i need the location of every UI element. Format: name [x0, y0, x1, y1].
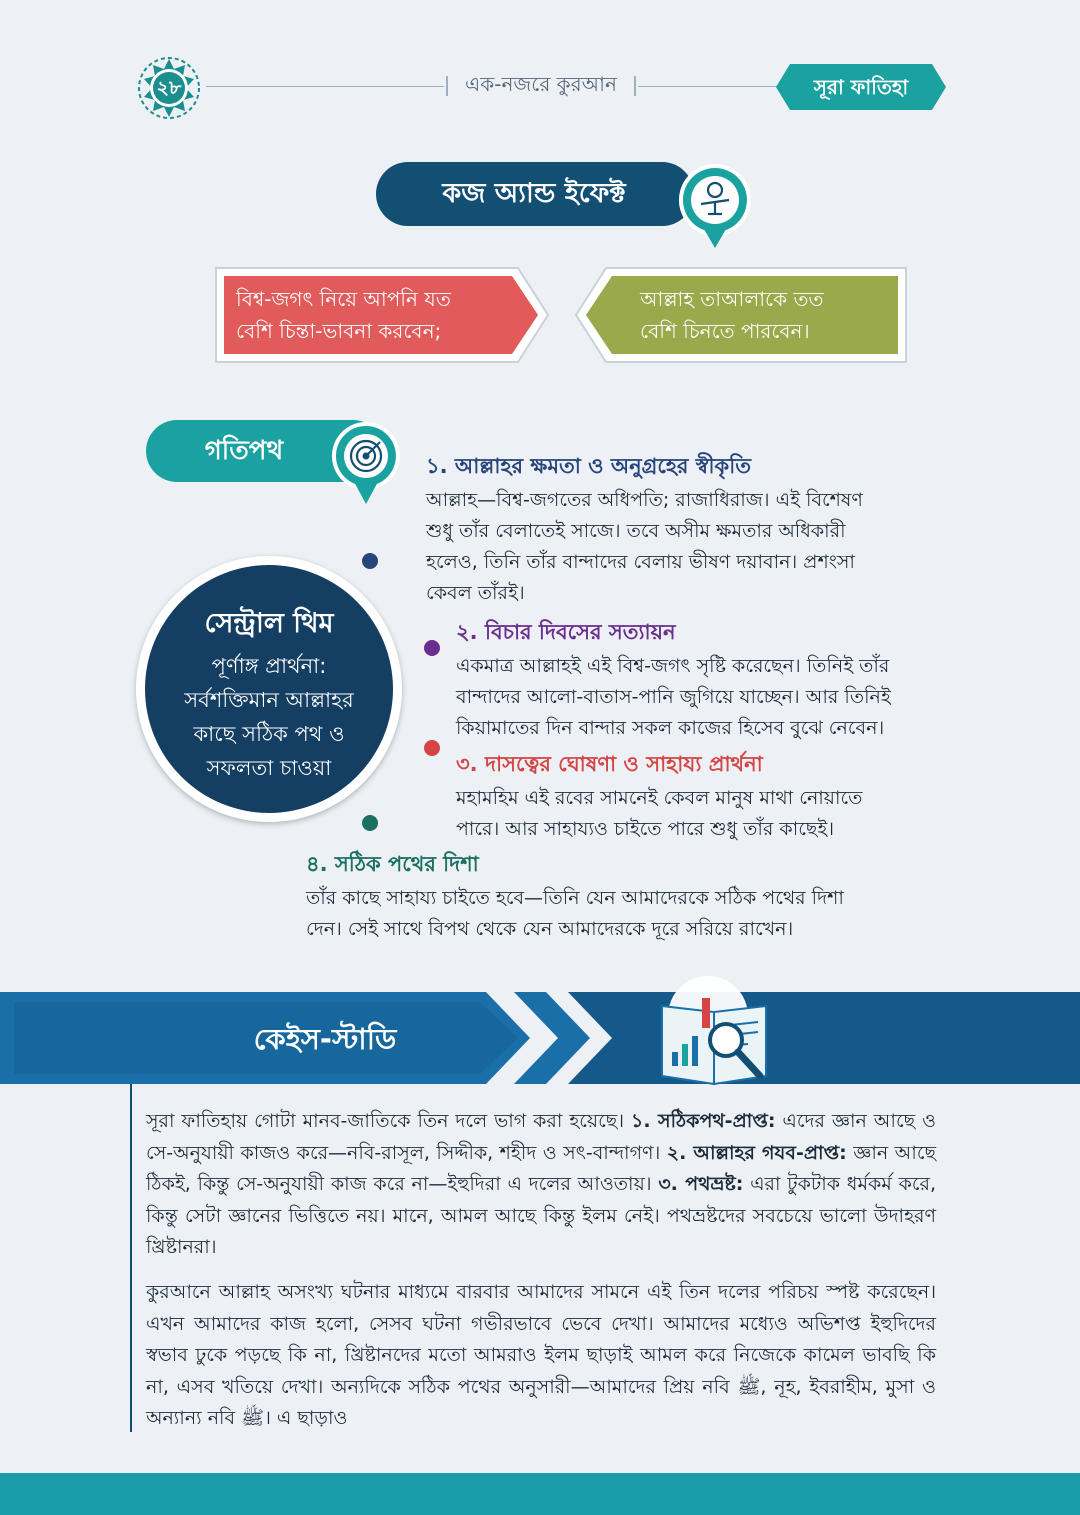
point-3-body: [456, 783, 952, 845]
point-1-line: হলেও, তিনি তাঁর বান্দাদের বেলায় ভীষণ দয়াবান। প্রশংসা: [426, 551, 855, 573]
target-icon: [326, 418, 406, 508]
case-study-rule: [130, 1084, 132, 1432]
cause-effect-title: কজ অ্যান্ড ইফেক্ট: [442, 178, 626, 209]
header-rule-right: [638, 86, 778, 87]
para-bold: ৩. পথভ্রষ্ট:: [658, 1173, 744, 1195]
footer-band: [0, 1473, 1080, 1515]
para-text: এরা টুকটাক ধর্মকর্ম করে, কিন্তু সেটা জ্ঞানের ভিত্তিতে নয়। মানে, আমল আছে কিন্তু ইলম নেই। পথভ্রষ্টদের সবচেয়ে ভালো উদাহরণ খ্রিষ্টানরা।: [146, 1173, 936, 1258]
cause-line: বিশ্ব-জগৎ নিয়ে আপনি যত: [236, 287, 451, 311]
central-theme-line: কাছে সঠিক পথ ও: [193, 722, 345, 746]
case-study-title: কেইস-স্টাডি: [253, 1022, 397, 1056]
point-3-heading: ৩. দাসত্বের ঘোষণা ও সাহায্য প্রার্থনা: [456, 752, 763, 776]
point-2-body: [456, 651, 952, 744]
point-3-dot: [424, 740, 440, 756]
para-text: জ্ঞান আছে ঠিকই, কিন্তু সে-অনুযায়ী কাজ করে না—ইহুদিরা এ দলের আওতায়।: [146, 1141, 936, 1195]
point-1-heading: ১. আল্লাহর ক্ষমতা ও অনুগ্রহের স্বীকৃতি: [426, 454, 751, 478]
point-1-line: কেবল তাঁরই।: [426, 582, 525, 604]
para-text: এদের জ্ঞান আছে ও সে-অনুযায়ী কাজও করে—নবি-রাসূল, সিদ্দীক, শহীদ ও সৎ-বান্দাগণ।: [146, 1110, 937, 1164]
page-number: ২৮: [156, 77, 182, 99]
central-theme-circle: [145, 565, 393, 813]
point-4-heading: ৪. সঠিক পথের দিশা: [306, 852, 479, 876]
point-4-line: দেন। সেই সাথে বিপথ থেকে যেন আমাদেরকে দূরে সরিয়ে রাখেন।: [306, 918, 794, 940]
book-research-icon: [656, 972, 774, 1092]
header-rule-left: [206, 86, 444, 87]
central-theme-line: পূর্ণাঙ্গ প্রার্থনা:: [211, 654, 327, 678]
book-title: এক-নজরে কুরআন: [465, 72, 617, 96]
point-1: [426, 450, 946, 609]
point-1-line: আল্লাহ—বিশ্ব-জগতের অধিপতি; রাজাধিরাজ। এই বিশেষণ: [426, 489, 863, 511]
point-2-line: কিয়ামাতের দিন বান্দার সকল কাজের হিসেব বুঝে নেবেন।: [456, 717, 885, 739]
point-3: [456, 748, 952, 845]
chapter-title: সূরা ফাতিহা: [813, 75, 909, 99]
point-2-heading: ২. বিচার দিবসের সত্যায়ন: [456, 620, 676, 644]
central-theme-line: সফলতা চাওয়া: [206, 756, 332, 780]
case-study-paragraph-2: কুরআনে আল্লাহ অসংখ্য ঘটনার মাধ্যমে বারবার আমাদের সামনে এই তিন দলের পরিচয় স্পষ্ট করেছেন। এখন আমাদের কাজ হলো, সেসব ঘটনা গভীরভাবে ভেবে দেখা। আমাদের মধ্যেও অভিশপ্ত ইহুদিদের স্বভাব ঢুকে পড়ছে কি না, খ্রিষ্টানদের মতো আমরাও ইলম ছাড়াই আমল করে নিজেকে কামেল ভাবছি কি না, এসব খতিয়ে দেখা। অন্যদিকে সঠিক পথের অনুসারী—আমাদের প্রিয় নবি ﷺ, নূহ, ইবরাহীম, মুসা ও অন্যান্য নবি ﷺ। এ ছাড়াও: [146, 1281, 936, 1429]
effect-line: বেশি চিনতে পারবেন।: [640, 319, 810, 343]
cause-text: [236, 283, 526, 347]
point-3-line: মহামহিম এই রবের সামনেই কেবল মানুষ মাথা নোয়াতে: [456, 787, 863, 809]
central-theme-title: সেন্ট্রাল থিম: [204, 608, 334, 639]
central-theme-text: [163, 649, 375, 785]
point-4-line: তাঁর কাছে সাহায্য চাইতে হবে—তিনি যেন আমাদেরকে সঠিক পথের দিশা: [306, 887, 844, 909]
point-1-dot: [362, 553, 378, 569]
header-tick: [634, 76, 636, 96]
central-theme-line: সর্বশক্তিমান আল্লাহর: [184, 688, 354, 712]
point-2: [456, 616, 952, 744]
point-1-body: [426, 485, 946, 609]
point-2-line: একমাত্র আল্লাহই এই বিশ্ব-জগৎ সৃষ্টি করেছেন। তিনিই তাঁর: [456, 655, 890, 677]
cause-line: বেশি চিন্তা-ভাবনা করবেন;: [236, 319, 442, 343]
point-4-dot: [362, 815, 378, 831]
effect-text: [640, 283, 890, 347]
gotipoth-title: গতিপথ: [204, 436, 284, 466]
case-study-paragraph-1: [146, 1106, 936, 1264]
point-2-line: বান্দাদের আলো-বাতাস-পানি জুগিয়ে যাচ্ছেন। আর তিনিই: [456, 686, 891, 708]
balance-scale-icon: [675, 160, 755, 252]
para-text: সূরা ফাতিহায় গোটা মানব-জাতিকে তিন দলে ভাগ করা হয়েছে।: [146, 1110, 631, 1132]
point-2-dot: [424, 640, 440, 656]
point-3-line: পারে। আর সাহায্যও চাইতে পারে শুধু তাঁর কাছেই।: [456, 818, 835, 840]
point-4-body: [306, 883, 954, 945]
para-bold: ২. আল্লাহর গযব-প্রাপ্ত:: [666, 1141, 847, 1164]
point-1-line: শুধু তাঁর বেলাতেই সাজে। তবে অসীম ক্ষমতার অধিকারী: [426, 520, 846, 542]
para-bold: ১. সঠিকপথ-প্রাপ্ত:: [631, 1110, 776, 1132]
effect-line: আল্লাহ তাআলাকে তত: [640, 287, 824, 311]
point-4: [306, 848, 954, 945]
